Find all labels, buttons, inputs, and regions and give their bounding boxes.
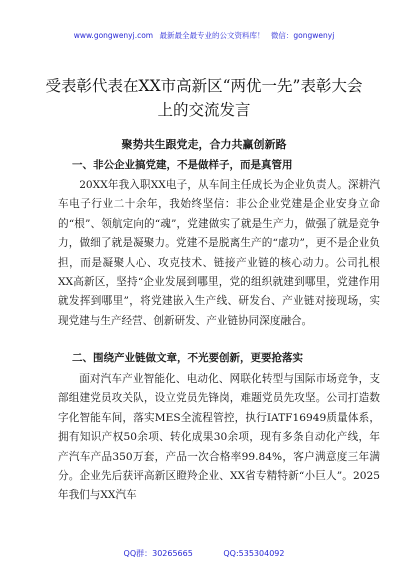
header-wechat: 微信：gongwenyj <box>270 31 335 40</box>
document-title: 受表彰代表在XX市高新区“两优一先”表彰大会上的交流发言 <box>45 77 363 119</box>
footer-qq-group: QQ群：30265665 <box>123 549 193 558</box>
site-link[interactable]: www.gongwenyj.com <box>73 31 154 40</box>
section-1-heading: 一、非公企业搞党建，不是做样子，而是真管用 <box>72 159 293 171</box>
header-slogan: 最新最全最专业的公文资料库！ <box>159 31 265 40</box>
paragraph-2: 面对汽车产业智能化、电动化、网联化转型与国际市场竞争，支部组建党员攻关队，设立党员先锋岗，难题党员先攻坚。公司打造数字化智能车间，落实MES全流程管控，执行IATF16949质量体系，拥有知识产权50余项、转化成果30余项，现有多条自动化产线，年产汽车产品350万套，产品一次合格率99.84%，客户满意度三年满分。企业先后获评高新区瞪羚企业、XX省专精特新“小巨人”。2025年我们与XX汽车 <box>58 373 380 502</box>
section-2-heading: 二、围绕产业链做文章，不光要创新，更要抢落实 <box>72 352 303 364</box>
page-header <box>0 30 408 41</box>
footer-qq: QQ:535304092 <box>223 549 285 558</box>
paragraph-1: 20XX年我入职XX电子，从车间主任成长为企业负责人。深耕汽车电子行业二十余年，我始终坚信：非公企业党建是企业安身立命的“根”、领航定向的“魂”，党建做实了就是生产力，做强了就是竞争力，做细了就是凝聚力。党建不是脱离生产的“虚功”，更不是企业负担，而是凝聚人心、攻克技术、链接产业链的核心动力。公司扎根XX高新区，坚持“企业发展到哪里，党的组织就建到哪里，党建作用就发挥到哪里”，将党建嵌入生产线、研发台、产业链对接现场，实现党建与生产经营、创新研发、产业链协同深度融合。 <box>58 179 380 327</box>
document-subtitle: 聚势共生跟党走，合力共赢创新路 <box>121 138 287 151</box>
page-footer <box>0 548 408 559</box>
